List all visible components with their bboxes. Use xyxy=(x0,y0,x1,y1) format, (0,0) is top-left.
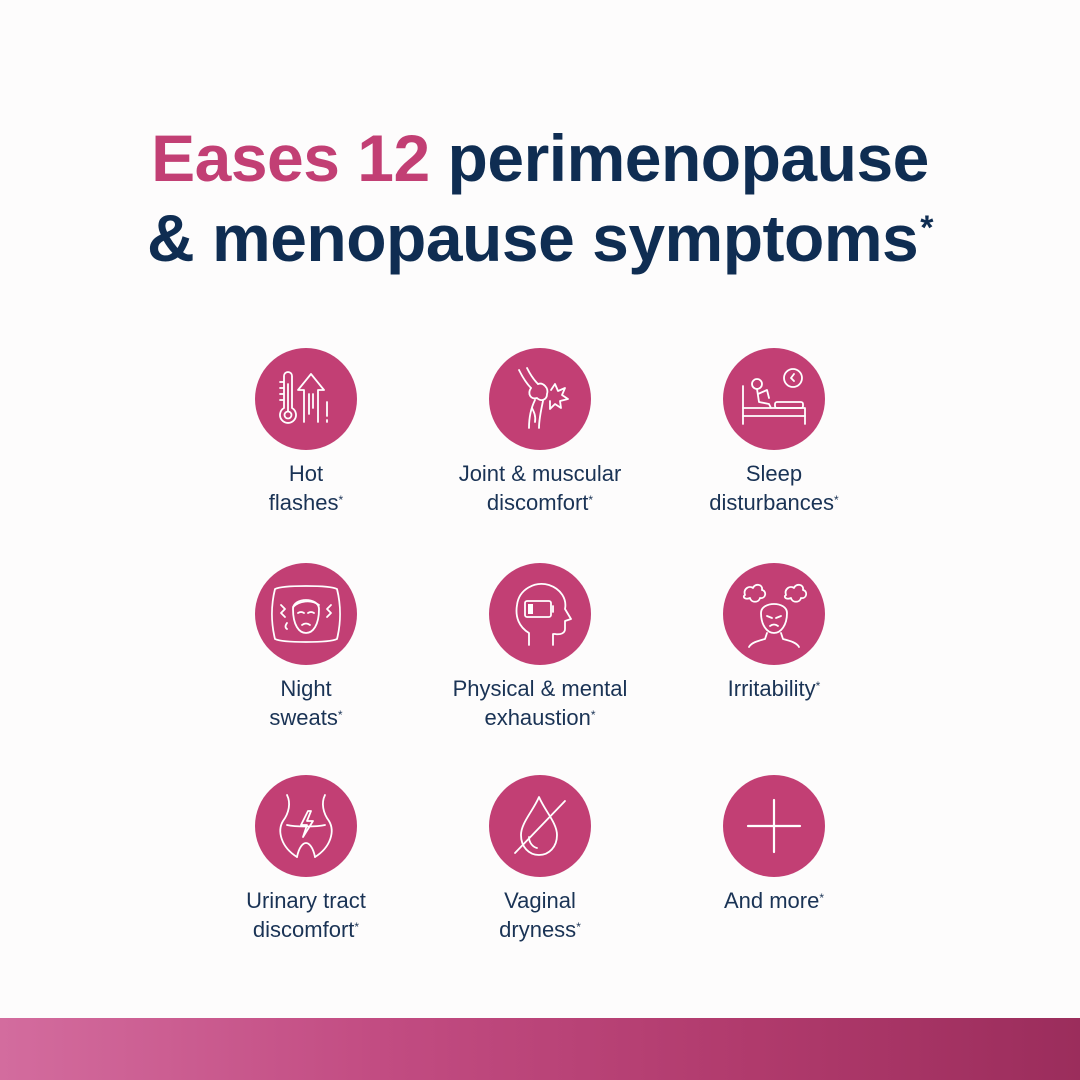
angry-face-icon xyxy=(739,579,809,649)
pelvis-lightning-icon xyxy=(271,791,341,861)
symptom-label-line-2 xyxy=(186,915,426,944)
symptom-label-line-1 xyxy=(654,886,894,915)
symptom-label xyxy=(654,459,894,517)
symptom-label xyxy=(420,674,660,732)
thermometer-arrow-icon xyxy=(271,364,341,434)
footnote-mark: * xyxy=(338,493,344,507)
symptom-label-line-1 xyxy=(654,674,894,703)
symptom-label xyxy=(654,674,894,703)
footnote-mark: * xyxy=(819,891,825,905)
symptom-label-text: sweats xyxy=(269,705,338,730)
bed-clock-icon xyxy=(739,364,809,434)
symptom-label-line-1: Vaginal xyxy=(504,888,576,913)
symptom-icon-circle xyxy=(255,348,357,450)
footnote-mark: * xyxy=(354,920,360,934)
symptom-label-line-1: Physical & mental xyxy=(452,676,628,701)
symptom-icon-circle xyxy=(489,348,591,450)
symptom-label-line-1: Night xyxy=(280,676,332,701)
symptom-label-text: discomfort xyxy=(486,490,589,515)
bottom-gradient-bar xyxy=(0,1018,1080,1080)
symptom-label-line-2 xyxy=(420,915,660,944)
headline-line-1-rest: perimenopause xyxy=(429,121,929,195)
symptom-icon-circle xyxy=(489,775,591,877)
footnote-mark: * xyxy=(337,708,343,722)
symptom-label-text: flashes xyxy=(268,490,339,515)
symptom-label xyxy=(420,886,660,944)
headline xyxy=(0,118,1080,278)
symptom-label xyxy=(186,674,426,732)
symptom-exhaustion xyxy=(420,563,660,732)
sweating-face-pillow-icon xyxy=(271,579,341,649)
headline-asterisk: * xyxy=(920,209,933,247)
symptom-label-text: dryness xyxy=(499,917,577,942)
symptom-icon-circle xyxy=(255,563,357,665)
footnote-mark: * xyxy=(588,493,594,507)
symptom-label-line-1: Urinary tract xyxy=(246,888,366,913)
footnote-mark: * xyxy=(590,708,596,722)
symptom-label-line-2 xyxy=(186,703,426,732)
headline-line-2-text: & menopause symptoms xyxy=(147,201,919,275)
symptom-icon-circle xyxy=(723,563,825,665)
footnote-mark: * xyxy=(576,920,581,934)
symptom-joint-discomfort xyxy=(420,348,660,517)
headline-accent: Eases 12 xyxy=(151,121,430,195)
symptom-label-line-2 xyxy=(186,488,426,517)
plus-icon xyxy=(739,791,809,861)
symptom-label xyxy=(186,886,426,944)
symptom-label xyxy=(420,459,660,517)
symptom-label-line-1: Joint & muscular xyxy=(458,461,622,486)
symptom-hot-flashes xyxy=(186,348,426,517)
symptom-label-text: discomfort xyxy=(252,917,355,942)
symptom-icon-circle xyxy=(255,775,357,877)
symptom-label-line-2 xyxy=(420,488,660,517)
symptom-night-sweats xyxy=(186,563,426,732)
symptom-vaginal-dryness xyxy=(420,775,660,944)
symptom-label-line-2 xyxy=(420,703,660,732)
symptom-label xyxy=(654,886,894,915)
symptom-icon-circle xyxy=(723,348,825,450)
symptom-label-text: disturbances xyxy=(709,490,835,515)
symptom-urinary-tract-discomfort xyxy=(186,775,426,944)
symptom-icon-circle xyxy=(723,775,825,877)
footnote-mark: * xyxy=(834,493,839,507)
headline-line-1 xyxy=(0,118,1080,198)
footnote-mark: * xyxy=(815,679,821,693)
symptom-label-line-1: Sleep xyxy=(745,461,803,486)
symptom-icon-circle xyxy=(489,563,591,665)
headline-line-2 xyxy=(0,198,1080,278)
symptom-irritability xyxy=(654,563,894,703)
symptom-label-line-1: Hot xyxy=(288,461,324,486)
symptom-label-text: Irritability xyxy=(727,676,816,701)
symptom-label-line-2 xyxy=(654,488,894,517)
head-low-battery-icon xyxy=(505,579,575,649)
symptom-label-text: And more xyxy=(723,888,820,913)
crossed-drop-icon xyxy=(505,791,575,861)
symptom-sleep-disturbances xyxy=(654,348,894,517)
symptom-and-more xyxy=(654,775,894,915)
symptom-label-text: exhaustion xyxy=(484,705,591,730)
symptom-label xyxy=(186,459,426,517)
joint-icon xyxy=(505,364,575,434)
